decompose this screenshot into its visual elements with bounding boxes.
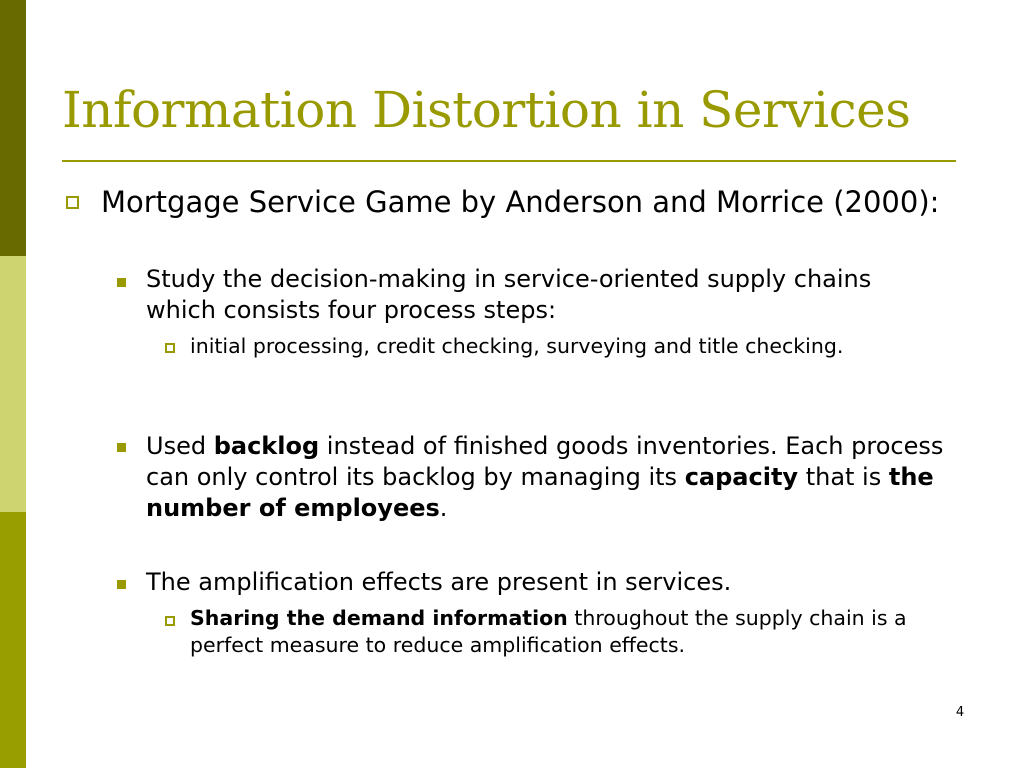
emphasis-sharing: Sharing the demand information: [190, 606, 568, 630]
page-number: 4: [955, 705, 965, 720]
bullet-level1: [101, 186, 981, 218]
bullet-level2: [146, 264, 946, 326]
solid-square-bullet-icon: [117, 278, 126, 287]
bullet-text: Mortgage Service Game by Anderson and Morrice (2000):: [101, 185, 940, 219]
text-run: throughout the supply chain is a perfect measure to reduce amplification effects.: [190, 606, 907, 657]
slide-title: Information Distortion in Services: [62, 81, 911, 139]
text-run: instead of finished goods inventories. Each process can only control its backlog by managing its: [146, 432, 944, 491]
emphasis-capacity: capacity: [684, 463, 799, 491]
solid-square-bullet-icon: [117, 443, 126, 452]
solid-square-bullet-icon: [117, 580, 126, 589]
text-run: Used: [146, 432, 214, 460]
bullet-text: [146, 431, 946, 524]
bullet-level2: [146, 567, 946, 598]
bullet-text: Study the decision-making in service-oriented supply chains which consists four process steps:: [146, 265, 872, 324]
bullet-level3: [190, 333, 980, 360]
hollow-square-bullet-icon: [165, 616, 175, 626]
text-run: that is: [798, 463, 889, 491]
hollow-square-bullet-icon: [66, 196, 79, 209]
bullet-level2: [146, 431, 946, 524]
bullet-level3: [190, 605, 980, 659]
emphasis-employees: the number of employees: [146, 463, 934, 522]
bullet-text: initial processing, credit checking, surveying and title checking.: [190, 334, 844, 358]
bullet-text: [190, 605, 980, 659]
emphasis-backlog: backlog: [213, 432, 320, 460]
text-run: .: [439, 494, 448, 522]
hollow-square-bullet-icon: [165, 343, 175, 353]
bullet-text: The amplification effects are present in services.: [146, 568, 732, 596]
